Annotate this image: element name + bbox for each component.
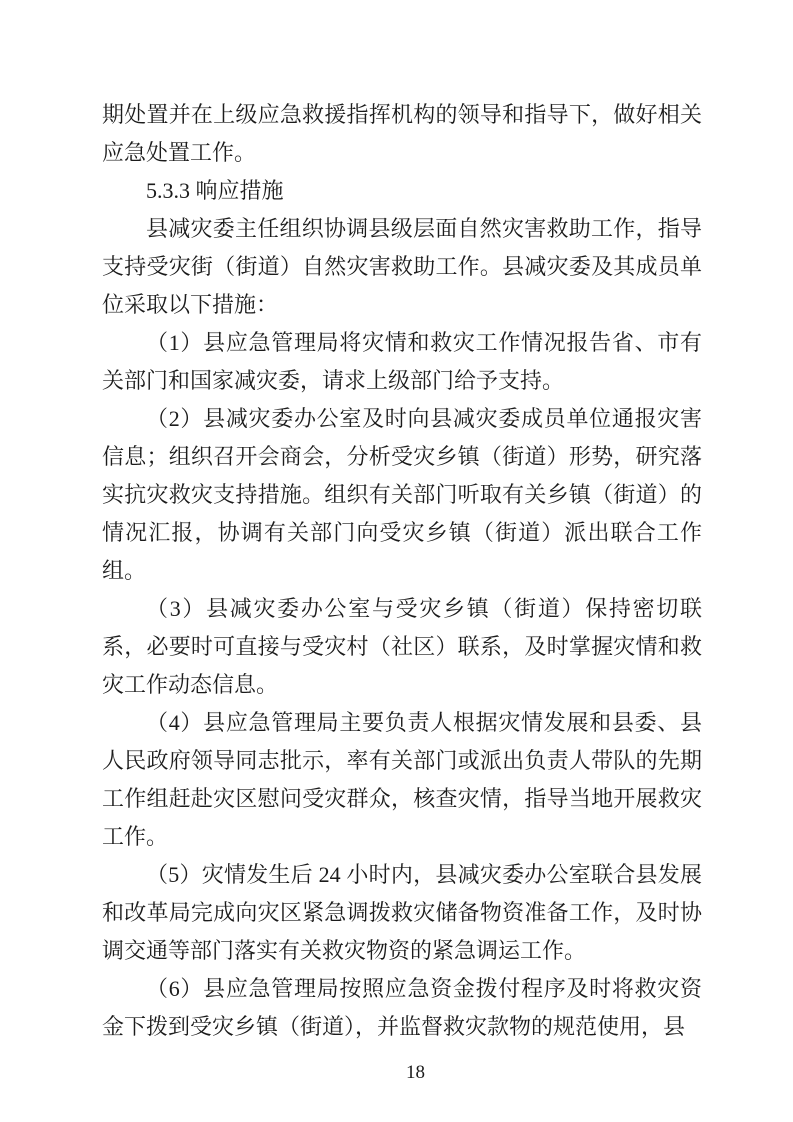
paragraph-item-4: （4）县应急管理局主要负责人根据灾情发展和县委、县人民政府领导同志批示，率有关部门或派出负责人带队的先期工作组赶赴灾区慰问受灾群众，核查灾情，指导当地开展救灾工作。 [102,710,702,849]
section-heading: 5.3.3 响应措施 [146,178,284,203]
paragraph-item-2: （2）县减灾委办公室及时向县减灾委成员单位通报灾害信息；组织召开会商会，分析受灾乡镇（街道）形势，研究落实抗灾救灾支持措施。组织有关部门听取有关乡镇（街道）的情况汇报，协调有关部门向受灾乡镇（街道）派出联合工作组。 [102,406,702,583]
paragraph-item-5: （5）灾情发生后 24 小时内，县减灾委办公室联合县发展和改革局完成向灾区紧急调拨救灾储备物资准备工作，及时协调交通等部门落实有关救灾物资的紧急调运工作。 [102,862,702,963]
paragraph-continuation: 期处置并在上级应急救援指挥机构的领导和指导下，做好相关应急处置工作。 [102,102,702,165]
paragraph-item-1: （1）县应急管理局将灾情和救灾工作情况报告省、市有关部门和国家减灾委，请求上级部门给予支持。 [102,330,702,393]
paragraph-item-3: （3）县减灾委办公室与受灾乡镇（街道）保持密切联系，必要时可直接与受灾村（社区）联系，及时掌握灾情和救灾工作动态信息。 [102,596,702,697]
document-content [102,0,702,1046]
page-number: 18 [406,1062,425,1083]
paragraph-intro: 县减灾委主任组织协调县级层面自然灾害救助工作，指导支持受灾街（街道）自然灾害救助工作。县减灾委及其成员单位采取以下措施： [102,216,702,317]
paragraph-item-6: （6）县应急管理局按照应急资金拨付程序及时将救灾资金下拨到受灾乡镇（街道），并监督救灾款物的规范使用，县 [102,976,702,1039]
